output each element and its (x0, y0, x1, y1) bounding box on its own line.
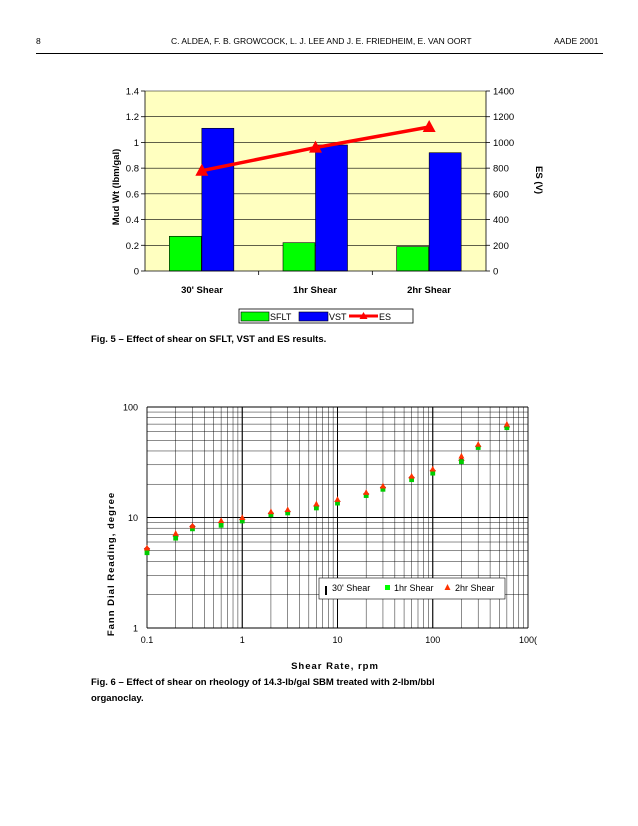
fig6-point-2hr-shear (380, 483, 386, 489)
fig6-point-2hr-shear (335, 496, 341, 502)
fig6-point-2hr-shear (218, 517, 224, 523)
fig5-y-tick-label: 0.2 (125, 240, 139, 252)
fig5-y2-tick-label: 400 (493, 215, 509, 227)
fig5-y2-axis-label: ES (V) (533, 166, 544, 194)
legend-label-sflt: SFLT (270, 312, 292, 322)
fig5-bar-vst (429, 153, 461, 271)
fig6-point-1hr-shear (430, 471, 435, 476)
legend-label-vst: VST (329, 312, 347, 322)
fig6-caption-line2: organoclay. (91, 693, 144, 704)
fig6-legend (319, 578, 505, 599)
legend-label-1hr-shear: 1hr Shear (394, 583, 434, 593)
fig6-x-tick-label: 100( (518, 635, 538, 645)
fig5-chart (0, 0, 638, 340)
fig6-point-1hr-shear (145, 550, 150, 555)
legend-label-es: ES (379, 312, 392, 322)
fig5-y-tick-label: 0.8 (125, 163, 139, 175)
fig5-y2-tick-label: 1400 (493, 86, 515, 98)
fig6-point-1hr-shear (173, 536, 178, 541)
fig6-point-2hr-shear (409, 473, 415, 479)
legend-label-2hr-shear: 2hr Shear (455, 583, 495, 593)
fig6-x-axis-label: Shear Rate, rpm (291, 661, 379, 672)
fig6-y-tick-label: 10 (127, 513, 138, 523)
fig6-point-2hr-shear (313, 501, 319, 507)
fig5-y-tick-label: 1 (133, 137, 139, 149)
fig6-y-tick-label: 1 (132, 623, 138, 634)
fig5-legend (239, 309, 413, 323)
fig5-x-category-label: 30' Shear (181, 285, 223, 296)
fig6-chart (0, 390, 638, 690)
header-conference: AADE 2001 (554, 36, 599, 46)
fig6-point-1hr-shear (459, 459, 464, 464)
fig6-point-2hr-shear (475, 441, 481, 447)
fig6-point-1hr-shear (219, 523, 224, 528)
fig5-y-tick-label: 0.4 (125, 215, 139, 227)
fig5-y2-tick-label: 0 (493, 266, 499, 278)
legend-label-30-shear: 30' Shear (332, 583, 371, 593)
legend-marker-1hr-shear (385, 585, 390, 590)
fig5-y2-tick-label: 200 (493, 240, 509, 252)
fig6-x-tick-label: 10 (332, 635, 343, 645)
fig5-y-axis-label: Mud Wt (lbm/gal) (111, 148, 122, 226)
fig6-point-2hr-shear (458, 453, 464, 459)
fig5-y-tick-label: 1.4 (125, 86, 139, 98)
fig5-y2-tick-label: 800 (493, 163, 509, 175)
fig5-y-tick-label: 1.2 (125, 112, 139, 124)
fig6-x-tick-label: 0.1 (140, 635, 154, 645)
fig6-point-2hr-shear (285, 506, 291, 512)
fig5-bar-sflt (169, 236, 201, 271)
fig5-y-tick-label: 0 (133, 266, 139, 278)
legend-swatch-vst (299, 312, 328, 321)
fig5-x-category-label: 2hr Shear (407, 285, 451, 296)
fig6-caption-line1: Fig. 6 – Effect of shear on rheology of 14.3-lb/gal SBM treated with 2-lbm/bbl (91, 677, 435, 688)
fig6-point-2hr-shear (363, 489, 369, 495)
page-number: 8 (36, 36, 41, 46)
fig6-y-axis-label: Fann Dial Reading, degree (106, 491, 117, 637)
fig5-y2-tick-label: 1000 (493, 137, 515, 149)
fig6-point-2hr-shear (268, 508, 274, 514)
fig5-bar-sflt (397, 247, 429, 271)
fig5-y-tick-label: 0.6 (125, 189, 139, 201)
fig6-point-2hr-shear (430, 466, 436, 472)
fig5-y2-tick-label: 1200 (493, 112, 515, 124)
fig6-point-2hr-shear (144, 545, 150, 551)
fig5-y2-tick-label: 600 (493, 189, 509, 201)
fig5-bar-vst (202, 128, 234, 271)
legend-marker-30-shear (325, 586, 327, 595)
fig6-point-2hr-shear (504, 421, 510, 427)
fig5-caption: Fig. 5 – Effect of shear on SFLT, VST and ES results. (91, 334, 327, 345)
legend-swatch-sflt (241, 312, 269, 321)
fig6-y-tick-label: 100 (122, 402, 138, 413)
fig6-point-2hr-shear (173, 530, 179, 536)
fig5-bar-sflt (283, 243, 315, 271)
header-authors: C. ALDEA, F. B. GROWCOCK, L. J. LEE AND J. E. FRIEDHEIM, E. VAN OORT (171, 36, 472, 46)
fig5-x-category-label: 1hr Shear (293, 285, 337, 296)
fig6-x-tick-label: 100 (425, 635, 441, 645)
fig5-bar-vst (316, 145, 348, 271)
fig6-x-tick-label: 1 (239, 635, 245, 645)
